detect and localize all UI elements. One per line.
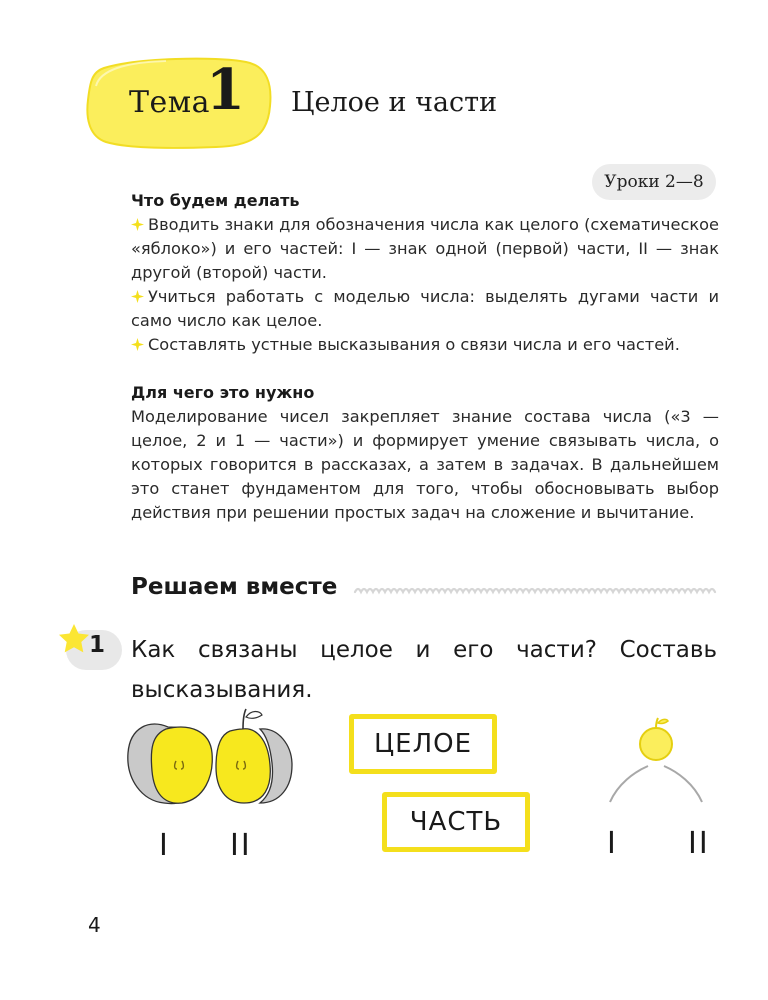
model-left-part-label: I: [607, 826, 618, 861]
number-model-illustration: [596, 712, 726, 822]
why-needed-text: Моделирование чисел закрепляет знание состава числа («3 — целое, 2 и 1 — части») и формирует умение связывать числа, о которых говорится в рассказах, а затем в задачах. В дальнейшем это станет фундаментом для того, чтобы обосновывать выбор действия при решении простых задач на сложение и вычитание.: [131, 407, 719, 522]
section-title: Решаем вместе: [131, 574, 338, 600]
model-right-part-label: II: [688, 826, 710, 861]
right-arc: [664, 766, 702, 802]
topic-label: Тема: [129, 85, 210, 120]
left-arc: [610, 766, 648, 802]
what-we-do-heading: Что будем делать: [131, 191, 300, 210]
bullet-text: Составлять устные высказывания о связи числа и его частей.: [148, 335, 680, 354]
word-card-whole: ЦЕЛОЕ: [349, 714, 497, 774]
task-number: 1: [89, 632, 106, 658]
bullet-item: [131, 285, 719, 333]
topic-number: 1: [206, 57, 245, 123]
bullet-item: [131, 213, 719, 285]
apple-left-part-label: I: [159, 828, 170, 863]
sparkle-icon: [131, 338, 144, 351]
sparkle-icon: [131, 290, 144, 303]
sparkle-icon: [131, 218, 144, 231]
wavy-divider: [353, 584, 717, 600]
bullet-text: Вводить знаки для обозначения числа как целого (схематическое «яблоко») и его частей: I — знак одной (первой) части, II — знак другой (второй) части.: [131, 215, 719, 282]
task-text: Как связаны целое и его части? Составь высказывания.: [131, 637, 717, 703]
page-number: 4: [88, 913, 101, 937]
bullet-text: Учиться работать с моделью числа: выделять дугами части и само число как целое.: [131, 287, 719, 330]
why-needed-heading: Для чего это нужно: [131, 383, 315, 402]
page-title: Целое и части: [291, 87, 498, 118]
lessons-badge: Уроки 2—8: [592, 164, 716, 200]
apple-scheme-icon: [640, 728, 672, 760]
apple-halves-illustration: [120, 705, 310, 815]
what-we-do-list: [131, 213, 719, 357]
bullet-item: [131, 333, 719, 357]
word-card-part: ЧАСТЬ: [382, 792, 530, 852]
apple-right-part-label: II: [230, 828, 252, 863]
